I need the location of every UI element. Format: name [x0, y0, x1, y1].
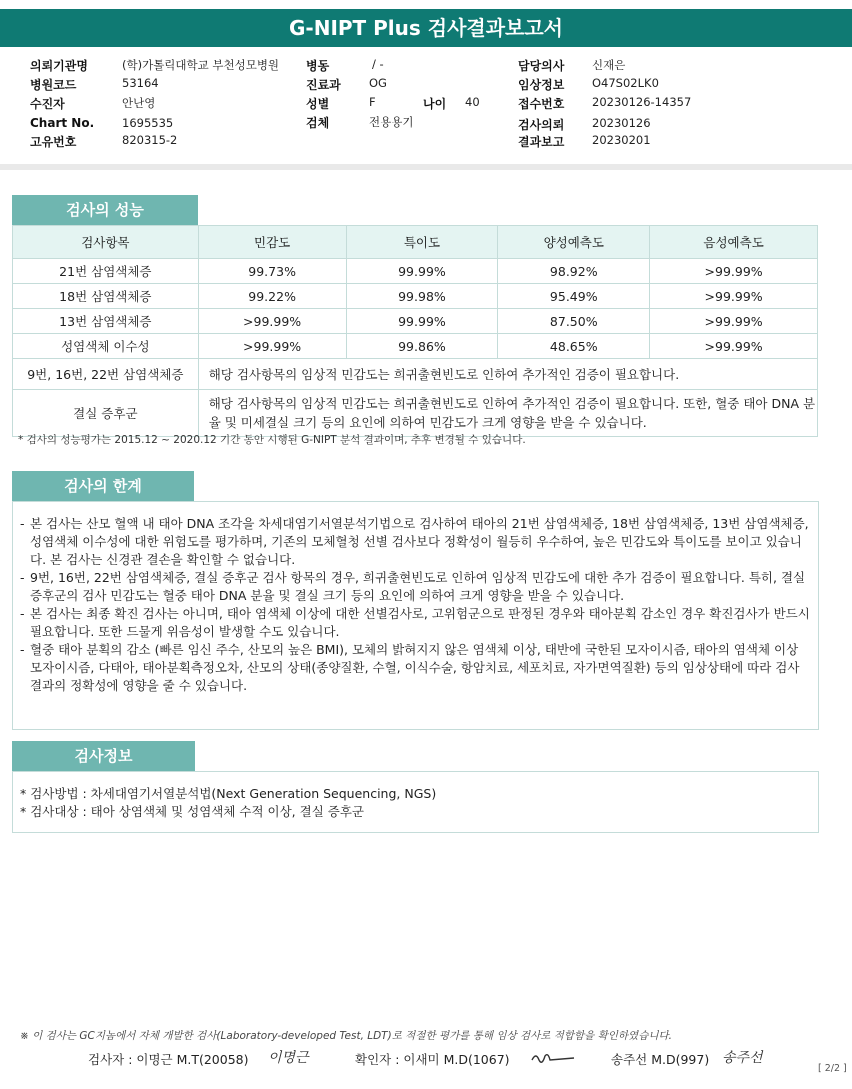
info-label: 결과보고: [518, 135, 565, 149]
table-cell: 48.65%: [498, 334, 650, 359]
info-row: [518, 95, 564, 112]
column-header: 특이도: [346, 226, 498, 259]
table-row: [13, 390, 818, 437]
info-value: 820315-2: [122, 133, 178, 147]
list-item: - 본 검사는 최종 확진 검사는 아니며, 태아 염색체 이상에 대한 선별검사로, 고위험군으로 판정된 경우와 태아분획 감소인 경우 확진검사가 반드시 필요합니다. 또한 드물게 위음성이 발생할 수도 있습니다.: [20, 606, 810, 639]
info-value: 전용용기: [369, 115, 414, 129]
report-title: G-NIPT Plus 검사결과보고서: [0, 9, 852, 47]
table-cell: 87.50%: [498, 309, 650, 334]
info-label: 검사의뢰: [518, 118, 565, 132]
info-row: [518, 116, 564, 133]
info-row: [518, 76, 564, 93]
limits-tab: 검사의 한계: [12, 471, 194, 501]
table-cell: >99.99%: [198, 334, 346, 359]
info-row: [30, 116, 94, 130]
confirmer-name: 확인자 : 이새미 M.D(1067): [355, 1052, 510, 1067]
table-row: [13, 359, 818, 390]
info-label: Chart No.: [30, 116, 95, 130]
table-header-row: [13, 226, 818, 259]
test-target: * 검사대상 : 태아 상염색체 및 성염색체 수적 이상, 결실 증후군: [20, 804, 364, 819]
table-cell: 21번 삼염색체증: [13, 259, 199, 284]
performance-tab: 검사의 성능: [12, 195, 198, 225]
table-note: 해당 검사항목의 임상적 민감도는 희귀출현빈도로 인하여 추가적인 검증이 필요합니다. 또한, 혈중 태아 DNA 분율 및 미세결실 크기 등의 요인에 의하여 민감도가 크게 영향을 받을 수 있습니다.: [198, 390, 817, 437]
info-row: [518, 133, 564, 150]
table-cell: 99.73%: [198, 259, 346, 284]
info-value: 20230201: [592, 133, 651, 147]
info-value: / -: [372, 57, 384, 71]
table-cell: 99.98%: [346, 284, 498, 309]
info-label: 임상정보: [518, 78, 565, 92]
info-label: 나이: [423, 97, 447, 111]
info-row: [423, 95, 446, 112]
table-cell: >99.99%: [650, 309, 818, 334]
table-cell: 18번 삼염색체증: [13, 284, 199, 309]
list-item-text: 혈중 태아 분획의 감소 (빠른 임신 주수, 산모의 높은 BMI), 모체의 밝혀지지 않은 염색체 이상, 태반에 국한된 모자이시즘, 태아의 염색체 이상 모자이시즘, 다태아, 태아분획측정오차, 산모의 상태(종양질환, 수혈, 이식수술, 항암치료, 세포치료, 자가면역질환) 등의 임상상태에 따라 검사결과의 정확성에 영향을 줄 수 있습니다.: [30, 642, 800, 693]
page-number: [ 2/2 ]: [818, 1063, 847, 1074]
table-cell: >99.99%: [650, 259, 818, 284]
info-label: 수진자: [30, 97, 65, 111]
info-value: (학)가톨릭대학교 부천성모병원: [122, 58, 280, 72]
info-row: [518, 57, 564, 74]
info-label: 고유번호: [30, 135, 77, 149]
info-row: [306, 95, 329, 112]
info-label: 성별: [306, 97, 330, 111]
test-info-tab: 검사정보: [12, 741, 195, 771]
table-cell: 13번 삼염색체증: [13, 309, 199, 334]
table-row: [13, 334, 818, 359]
info-value: F: [369, 95, 376, 109]
list-item-text: 본 검사는 산모 혈액 내 태아 DNA 조각을 차세대염기서열분석기법으로 검사하여 태아의 21번 삼염색체증, 18번 삼염색체증, 13번 삼염색체증, 성염색체 이수성에 대한 위험도를 평가하며, 기존의 모체혈청 선별 검사보다 정확성이 월등히 우수하여, 높은 민감도와 특이도를 보이고 있습니다. 본 검사는 신경관 결손을 확인할 수 없습니다.: [30, 516, 809, 567]
table-note: 해당 검사항목의 임상적 민감도는 희귀출현빈도로 인하여 추가적인 검증이 필요합니다.: [198, 359, 817, 390]
info-value: 신재은: [592, 58, 626, 72]
performance-table: [12, 225, 818, 437]
table-row: [13, 309, 818, 334]
limits-list: [20, 515, 810, 695]
table-row: [13, 284, 818, 309]
table-cell: >99.99%: [650, 284, 818, 309]
test-info-list: [20, 785, 436, 821]
column-header: 검사항목: [13, 226, 199, 259]
table-cell: >99.99%: [650, 334, 818, 359]
table-cell: 99.22%: [198, 284, 346, 309]
table-cell: 98.92%: [498, 259, 650, 284]
table-cell: 99.99%: [346, 309, 498, 334]
column-header: 양성예측도: [498, 226, 650, 259]
list-item: - 혈중 태아 분획의 감소 (빠른 임신 주수, 산모의 높은 BMI), 모체의 밝혀지지 않은 염색체 이상, 태반에 국한된 모자이시즘, 태아의 염색체 이상 모자이시즘, 다태아, 태아분획측정오차, 산모의 상태(종양질환, 수혈, 이식수술, 항암치료, 세포치료, 자가면역질환) 등의 임상상태에 따라 검사결과의 정확성에 영향을 줄 수 있습니다.: [20, 642, 800, 693]
table-cell: >99.99%: [198, 309, 346, 334]
column-header: 음성예측도: [650, 226, 818, 259]
info-label: 담당의사: [518, 59, 565, 73]
info-row: [30, 95, 65, 112]
info-value: O47S02LK0: [592, 76, 659, 90]
tester-name: 검사자 : 이명근 M.T(20058): [88, 1052, 249, 1067]
table-cell: 성염색체 이수성: [13, 334, 199, 359]
info-row: [30, 133, 76, 150]
table-cell: 99.86%: [346, 334, 498, 359]
info-label: 병원코드: [30, 78, 77, 92]
performance-footnote: * 검사의 성능평가는 2015.12 ~ 2020.12 기간 동안 시행된 G-NIPT 분석 결과이며, 추후 변경될 수 있습니다.: [18, 434, 526, 446]
info-label: 의뢰기관명: [30, 59, 88, 73]
patient-info: [0, 52, 852, 164]
table-cell: 95.49%: [498, 284, 650, 309]
confirmer-signature: [530, 1050, 576, 1066]
list-item: - 9번, 16번, 22번 삼염색체증, 결실 증후군 검사 항목의 경우, 희귀출현빈도로 인하여 임상적 민감도에 대한 추가 검증이 필요합니다. 특히, 결실 증후군의 검사 민감도는 혈중 태아 DNA 분율 및 결실 크기 등의 요인에 의하여 크게 영향을 받을 수 있습니다.: [20, 570, 806, 603]
info-row: [30, 57, 88, 74]
info-value: OG: [369, 76, 387, 90]
table-cell: 9번, 16번, 22번 삼염색체증: [13, 359, 199, 390]
info-value: 40: [465, 95, 480, 109]
info-label: 병동: [306, 59, 330, 73]
third-signer-name: 송주선 M.D(997): [611, 1052, 710, 1067]
table-row: [13, 259, 818, 284]
list-item: - 본 검사는 산모 혈액 내 태아 DNA 조각을 차세대염기서열분석기법으로 검사하여 태아의 21번 삼염색체증, 18번 삼염색체증, 13번 삼염색체증, 성염색체 이수성에 대한 위험도를 평가하며, 기존의 모체혈청 선별 검사보다 정확성이 월등히 우수하여, 높은 민감도와 특이도를 보이고 있습니다. 본 검사는 신경관 결손을 확인할 수 없습니다.: [20, 516, 809, 567]
info-row: [306, 114, 329, 131]
info-value: 20230126-14357: [592, 95, 692, 109]
list-item-text: 9번, 16번, 22번 삼염색체증, 결실 증후군 검사 항목의 경우, 희귀출현빈도로 인하여 임상적 민감도에 대한 추가 검증이 필요합니다. 특히, 결실 증후군의 검사 민감도는 혈중 태아 DNA 분율 및 결실 크기 등의 요인에 의하여 크게 영향을 받을 수 있습니다.: [30, 570, 806, 603]
info-label: 검체: [306, 116, 330, 130]
table-cell: 결실 증후군: [13, 390, 199, 437]
info-label: 접수번호: [518, 97, 565, 111]
info-row: [30, 76, 76, 93]
table-cell: 99.99%: [346, 259, 498, 284]
info-label: 진료과: [306, 78, 341, 92]
info-row: [306, 57, 329, 74]
column-header: 민감도: [198, 226, 346, 259]
section-divider: [0, 164, 852, 170]
disclaimer: ※ 이 검사는 GC지놈에서 자체 개발한 검사(Laboratory-developed Test, LDT)로 적절한 평가를 통해 임상 검사로 적합함을 확인하였습니다.: [20, 1030, 672, 1042]
info-value: 53164: [122, 76, 159, 90]
test-method: * 검사방법 : 차세대염기서열분석법(Next Generation Sequencing, NGS): [20, 786, 437, 801]
list-item-text: 본 검사는 최종 확진 검사는 아니며, 태아 염색체 이상에 대한 선별검사로, 고위험군으로 판정된 경우와 태아분획 감소인 경우 확진검사가 반드시 필요합니다. 또한 드물게 위음성이 발생할 수도 있습니다.: [30, 606, 810, 639]
tester-signature: 이명근: [268, 1050, 309, 1066]
info-value: 20230126: [592, 116, 651, 130]
info-value: 안난영: [122, 96, 156, 110]
info-row: [306, 76, 341, 93]
info-value: 1695535: [122, 116, 174, 130]
third-signer-signature: 송주선: [722, 1050, 763, 1066]
